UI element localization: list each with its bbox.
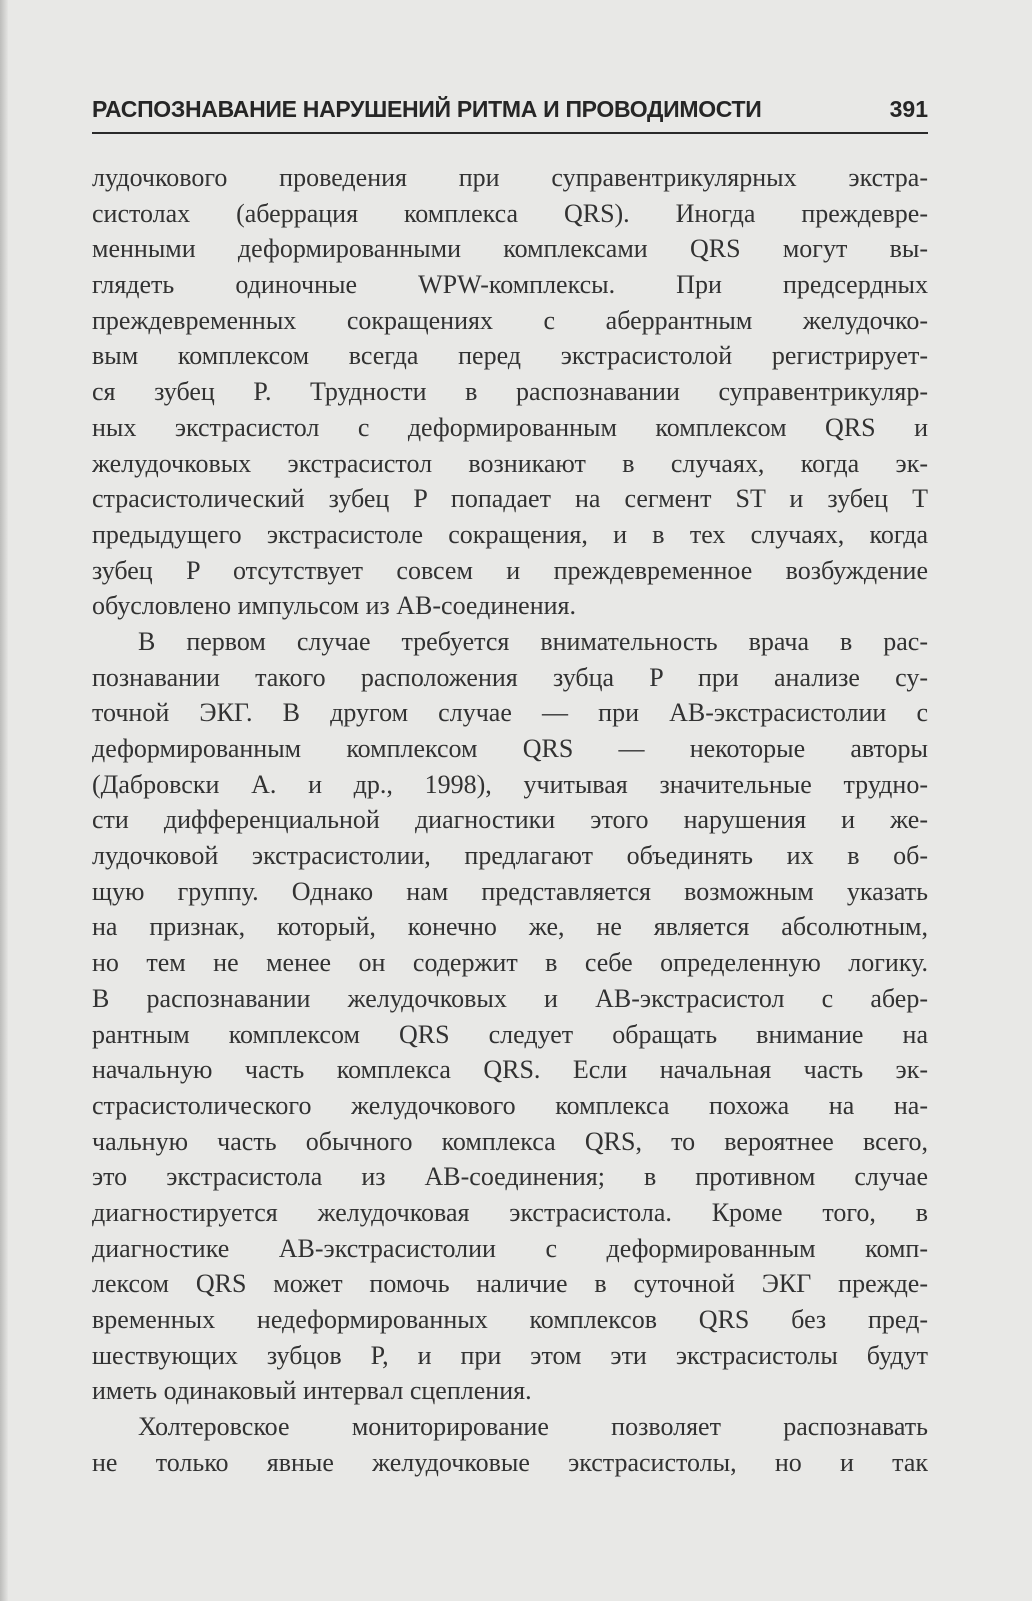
text-line: ся зубец P. Трудности в распознавании суправентрикуляр- — [92, 377, 928, 407]
text-line: глядеть одиночные WPW-комплексы. При предсердных — [92, 270, 928, 300]
text-line: рантным комплексом QRS следует обращать внимание на — [92, 1019, 928, 1049]
text-line: не только явные желудочковые экстрасистолы, но и так — [92, 1447, 928, 1477]
text-line: иметь одинаковый интервал сцепления. — [92, 1376, 532, 1406]
text-line: лудочковой экстрасистолии, предлагают объединять их в об- — [92, 841, 928, 871]
text-line: преждевременных сокращениях с аберрантным желудочко- — [92, 305, 928, 335]
text-line: точной ЭКГ. В другом случае — при АВ-экстрасистолии с — [92, 698, 928, 728]
text-line: щую группу. Однако нам представляется возможным указать — [92, 876, 928, 906]
paragraph-1 — [92, 160, 928, 624]
text-line: систолах (аберрация комплекса QRS). Иногда преждевре- — [92, 198, 928, 228]
text-line: страсистолический зубец P попадает на сегмент ST и зубец T — [92, 484, 928, 514]
text-line: лудочкового проведения при суправентрикулярных экстра- — [92, 163, 928, 192]
text-line: сти дифференциальной диагностики этого нарушения и же- — [92, 805, 928, 835]
text-line: зубец P отсутствует совсем и преждевременное возбуждение — [92, 555, 928, 585]
text-line: Холтеровское мониторирование позволяет распознавать — [138, 1412, 928, 1442]
page-gutter-shadow — [0, 0, 8, 1601]
running-header — [92, 92, 928, 134]
text-line: но тем не менее он содержит в себе определенную логику. — [92, 948, 928, 978]
text-line: менными деформированными комплексами QRS могут вы- — [92, 234, 928, 264]
text-line: страсистолического желудочкового комплекса похожа на на- — [92, 1090, 928, 1120]
text-line: диагностируется желудочковая экстрасистола. Кроме того, в — [92, 1197, 928, 1227]
text-line: (Дабровски А. и др., 1998), учитывая значительные трудно- — [92, 769, 928, 799]
text-line: лексом QRS может помочь наличие в суточной ЭКГ прежде- — [92, 1269, 928, 1299]
text-line: шествующих зубцов P, и при этом эти экстрасистолы будут — [92, 1340, 928, 1370]
page-number: 391 — [889, 96, 928, 122]
text-line: ных экстрасистол с деформированным комплексом QRS и — [92, 412, 928, 442]
text-line: желудочковых экстрасистол возникают в случаях, когда эк- — [92, 448, 928, 478]
paragraph-3 — [92, 1409, 928, 1480]
text-line: познавании такого расположения зубца P при анализе су- — [92, 662, 928, 692]
text-line: деформированным комплексом QRS — некоторые авторы — [92, 734, 928, 763]
chapter-title: РАСПОЗНАВАНИЕ НАРУШЕНИЙ РИТМА И ПРОВОДИМОСТИ — [92, 96, 762, 122]
text-line: обусловлено импульсом из АВ-соединения. — [92, 591, 576, 621]
text-line: В первом случае требуется внимательность врача в рас- — [138, 626, 928, 656]
text-line: это экстрасистола из АВ-соединения; в противном случае — [92, 1162, 928, 1192]
text-line: вым комплексом всегда перед экстрасистолой регистрирует- — [92, 341, 928, 371]
text-line: В распознавании желудочковых и АВ-экстрасистол с абер- — [92, 983, 928, 1013]
paragraph-2 — [92, 624, 928, 1409]
text-line: временных недеформированных комплексов QRS без пред- — [92, 1305, 928, 1334]
text-line: предыдущего экстрасистоле сокращения, и в тех случаях, когда — [92, 519, 928, 549]
text-line: начальную часть комплекса QRS. Если начальная часть эк- — [92, 1055, 928, 1085]
body-text — [92, 160, 928, 1480]
text-line: диагностике АВ-экстрасистолии с деформированным комп- — [92, 1233, 928, 1263]
text-line: чальную часть обычного комплекса QRS, то вероятнее всего, — [92, 1126, 928, 1156]
text-line: на признак, который, конечно же, не является абсолютным, — [92, 912, 928, 942]
